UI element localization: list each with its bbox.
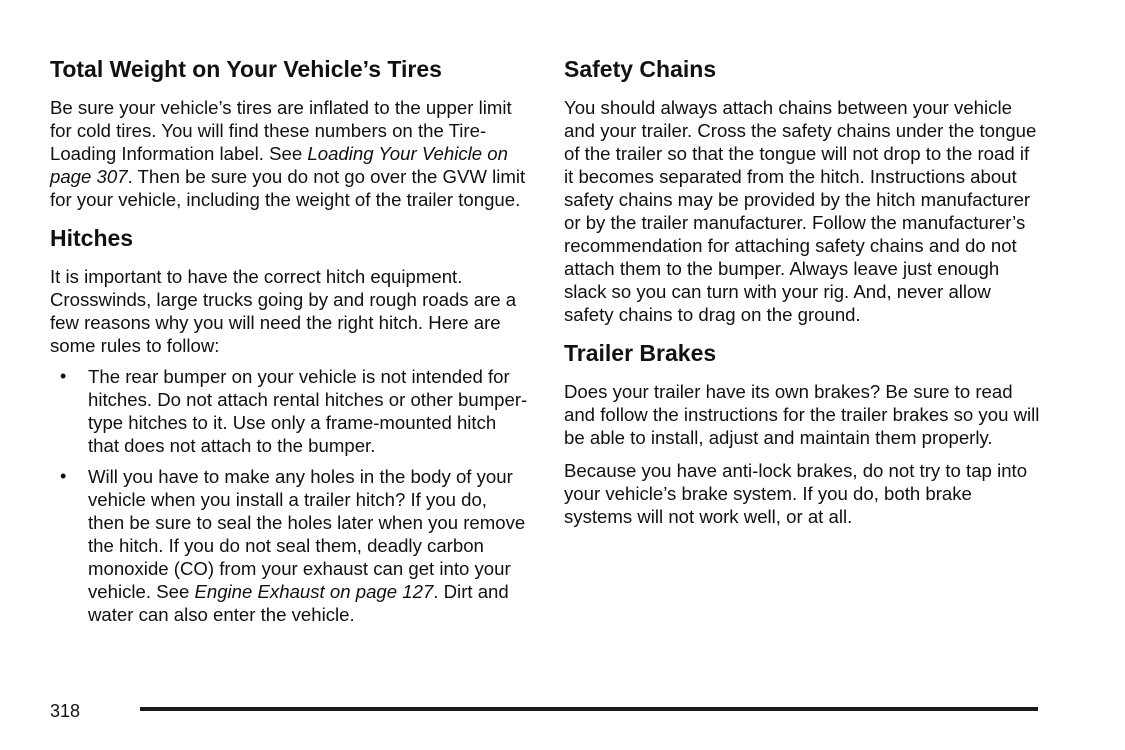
paragraph-hitches: It is important to have the correct hitch equipment. Crosswinds, large trucks going by and rough roads are a few reasons why you will need the right hitch. Here are some rules to follow: (50, 266, 517, 356)
heading-trailer-brakes: Trailer Brakes (564, 340, 717, 366)
list-item-text: The rear bumper on your vehicle is not intended for hitches. Do not attach rental hitches or other bumper-type hitches to it. Use only a frame-mounted hitch that does not attach to the bumper. (88, 366, 528, 456)
text-total-weight-b: . Then be sure you do not go over the GVW limit for your vehicle, including the weight of the trailer tongue. (50, 166, 526, 210)
cross-reference-loading-vehicle: Loading Your Vehicle on page 307 (50, 143, 508, 187)
bullet-icon: • (60, 366, 67, 386)
list-item-text-a: Will you have to make any holes in the body of your vehicle when you install a trailer hitch? If you do, then be sure to seal the holes later when you remove the hitch. If you do not seal them, deadly carbon monoxide (CO) from your exhaust can get into your vehicle. See (88, 466, 526, 602)
heading-total-weight: Total Weight on Your Vehicle’s Tires (50, 56, 442, 82)
heading-hitches: Hitches (50, 225, 134, 251)
bullet-icon: • (60, 466, 67, 486)
list-item (50, 365, 528, 457)
left-column (50, 54, 528, 634)
heading-safety-chains: Safety Chains (564, 56, 717, 82)
paragraph-total-weight (50, 96, 528, 211)
page-number: 318 (50, 701, 81, 721)
hitch-rules-list (50, 365, 528, 626)
list-item-text-b: . Dirt and water can also enter the vehicle. (88, 581, 509, 625)
paragraph-trailer-brakes-2: Because you have anti-lock brakes, do not try to tap into your vehicle’s brake system. If you do, both brake systems will not work well, or at all. (564, 460, 1028, 527)
list-item (50, 465, 528, 626)
paragraph-trailer-brakes-1: Does your trailer have its own brakes? Be sure to read and follow the instructions for the trailer brakes so you will be able to install, adjust and maintain them properly. (564, 381, 1040, 448)
cross-reference-engine-exhaust: Engine Exhaust on page 127 (194, 581, 434, 602)
right-column (564, 54, 1042, 528)
text-total-weight-a: Be sure your vehicle’s tires are inflated to the upper limit for cold tires. You will find these numbers on the Tire-Loading Information label. See (50, 97, 512, 164)
footer-rule (140, 707, 1038, 711)
paragraph-safety-chains: You should always attach chains between your vehicle and your trailer. Cross the safety chains under the tongue of the trailer so that the tongue will not drop to the road if it becomes separated from the hitch. Instructions about safety chains may be provided by the hitch manufacturer or by the trailer manufacturer. Follow the manufacturer’s recommendation for attaching safety chains and do not attach them to the bumper. Always leave just enough slack so you can turn with your rig. And, never allow safety chains to drag on the ground. (564, 97, 1037, 325)
